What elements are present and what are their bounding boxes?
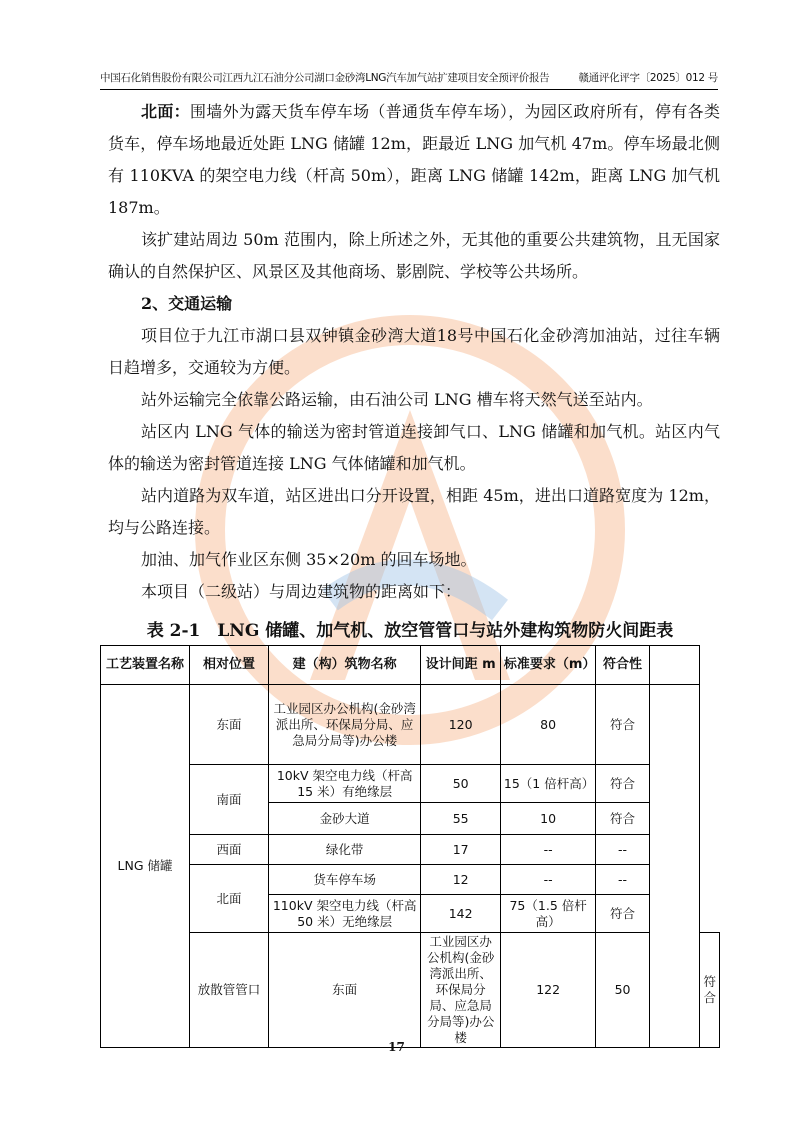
cell-standard: 50 [596,933,649,1048]
paragraph-roads: 站内道路为双车道，站区进出口分开设置，相距 45m，进出口道路宽度为 12m，均与公路连接。 [108,486,720,537]
cell-compliance: -- [596,835,649,865]
cell-building: 工业园区办公机构(金砂湾派出所、环保局分局、应急局分局等)办公楼 [421,933,501,1048]
north-label: 北面： [141,102,190,121]
cell-distance: 142 [421,895,501,933]
cell-compliance: 符合 [596,765,649,803]
col-position: 相对位置 [190,646,269,685]
cell-building: 工业园区办公机构(金砂湾派出所、环保局分局、应急局分局等)办公楼 [268,685,420,765]
cell-compliance: -- [596,865,649,895]
cell-building: 绿化带 [268,835,420,865]
paragraph-table-intro: 本项目（二级站）与周边建筑物的距离如下： [141,582,462,601]
paragraph-north [108,96,720,224]
header-rule [100,89,718,90]
cell-distance: 120 [421,685,501,765]
cell-standard: -- [500,865,595,895]
cell-device-lng-tank: LNG 储罐 [101,685,190,1048]
table-row [101,685,720,765]
table-row [101,835,720,865]
col-blank [649,646,700,685]
section-heading-traffic: 2、交通运输 [141,294,233,313]
body-text [108,96,720,608]
north-text: 围墙外为露天货车停车场（普通货车停车场），为园区政府所有，停有各类货车，停车场地最近处距 LNG 储罐 12m，距最近 LNG 加气机 47m。停车场最北侧有 110KVA 的架空电力线（杆高 50m），距离 LNG 储罐 142m，距离 LNG 加气机 187m。 [108,102,720,217]
cell-distance: 122 [500,933,595,1048]
cell-position: 东面 [268,933,420,1048]
cell-building: 10kV 架空电力线（杆高 15 米）有绝缘层 [268,765,420,803]
cell-compliance: 符合 [700,933,720,1048]
paragraph-location: 项目位于九江市湖口县双钟镇金砂湾大道18号中国石化金砂湾加油站，过往车辆日趋增多，交通较为方便。 [108,326,720,377]
cell-position: 北面 [190,865,269,933]
cell-standard: 75（1.5 倍杆高） [500,895,595,933]
paragraph-external-transport: 站外运输完全依靠公路运输，由石油公司 LNG 槽车将天然气送至站内。 [141,390,653,409]
paragraph-internal-transport: 站区内 LNG 气体的输送为密封管道连接卸气口、LNG 储罐和加气机。站区内气体的输送为密封管道连接 LNG 气体储罐和加气机。 [108,422,720,473]
header-report-number: 赣通评化评字〔2025〕012 号 [578,72,718,84]
paragraph-surroundings: 该扩建站周边 50m 范围内，除上所述之外，无其他的重要公共建筑物，且无国家确认的自然保护区、风景区及其他商场、影剧院、学校等公共场所。 [108,230,720,281]
cell-device-vent-pipe: 放散管管口 [190,933,269,1048]
cell-building: 货车停车场 [268,865,420,895]
fire-spacing-table [100,645,720,1048]
table-row [101,865,720,895]
cell-distance: 50 [421,765,501,803]
cell-position: 西面 [190,835,269,865]
cell-standard: 15（1 倍杆高） [500,765,595,803]
cell-blank [649,685,700,1048]
cell-building: 110kV 架空电力线（杆高 50 米）无绝缘层 [268,895,420,933]
cell-compliance: 符合 [596,685,649,765]
col-standard: 标准要求（m） [500,646,595,685]
col-distance: 设计间距 m [421,646,501,685]
cell-distance: 17 [421,835,501,865]
cell-position: 南面 [190,765,269,835]
page-number: 17 [388,1040,405,1054]
cell-standard: 10 [500,803,595,835]
header-report-title: 中国石化销售股份有限公司江西九江石油分公司湖口金砂湾LNG汽车加气站扩建项目安全预评价报告 [100,72,550,84]
table-title: 表 2-1 LNG 储罐、加气机、放空管管口与站外建构筑物防火间距表 [146,621,674,641]
table-header-row [101,646,720,685]
cell-distance: 55 [421,803,501,835]
col-compliance: 符合性 [596,646,649,685]
page-header [100,70,718,88]
cell-standard: 80 [500,685,595,765]
cell-compliance: 符合 [596,803,649,835]
cell-building: 金砂大道 [268,803,420,835]
table-row [101,765,720,803]
paragraph-turnaround: 加油、加气作业区东侧 35×20m 的回车场地。 [141,550,477,569]
cell-compliance: 符合 [596,895,649,933]
cell-distance: 12 [421,865,501,895]
table-row [101,933,720,1048]
cell-standard: -- [500,835,595,865]
cell-position: 东面 [190,685,269,765]
col-device: 工艺装置名称 [101,646,190,685]
col-building: 建（构）筑物名称 [268,646,420,685]
